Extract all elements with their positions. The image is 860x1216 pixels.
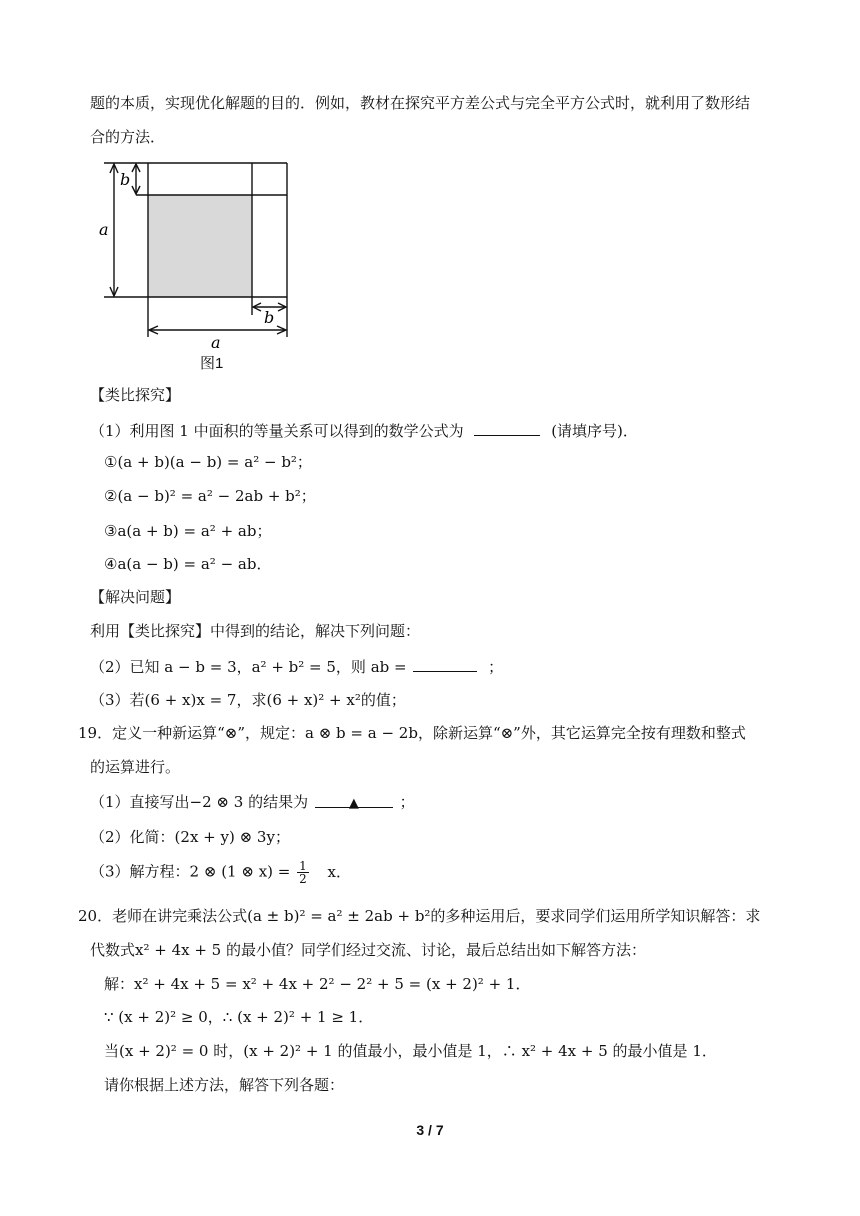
- solve-intro: 利用【类比探究】中得到的结论，解决下列问题：: [90, 622, 421, 640]
- figure-1: [90, 155, 300, 370]
- shaded-square: [148, 195, 252, 297]
- question-2-prefix: （2）已知 a − b = 3，a² + b² = 5，则 ab =: [90, 658, 407, 676]
- page-number: 3 / 7: [416, 1122, 444, 1138]
- question-1: [90, 419, 638, 442]
- option-3: ③a(a + b) = a² + ab；: [104, 522, 272, 540]
- intro-line-1: 题的本质，实现优化解题的目的．例如，教材在探究平方差公式与完全平方公式时，就利用了数形结: [90, 94, 751, 112]
- option-2: ②(a − b)² = a² − 2ab + b²；: [104, 487, 316, 505]
- answer-blank-1[interactable]: [474, 419, 540, 436]
- figure-1-diagram: [90, 155, 300, 355]
- label-a-bottom: a: [211, 333, 221, 352]
- question-3: （3）若(6 + x)x = 7，求(6 + x)² + x²的值；: [90, 691, 406, 709]
- fraction-one-half: [297, 860, 309, 885]
- intro-line-2: 合的方法．: [90, 128, 166, 146]
- solution-line-4: 请你根据上述方法，解答下列各题：: [104, 1076, 345, 1094]
- fraction-denominator: 2: [299, 872, 307, 886]
- triangle-mark: ▲: [348, 796, 359, 811]
- question-1-suffix: (请填序号)．: [551, 422, 638, 440]
- question-1-prefix: （1）利用图 1 中面积的等量关系可以得到的数学公式为: [90, 422, 464, 440]
- figure-caption: 图1: [200, 355, 224, 372]
- problem-19-q3-suffix: x．: [327, 862, 352, 881]
- option-4: ④a(a − b) = a² − ab．: [104, 555, 272, 573]
- label-b-left: b: [120, 170, 131, 189]
- problem-19-q1: [90, 791, 415, 813]
- problem-20-line-1: 20．老师在讲完乘法公式(a ± b)² = a² ± 2ab + b²的多种运用后，要求同学们运用所学知识解答：求: [78, 907, 761, 925]
- answer-blank-2[interactable]: [413, 655, 477, 672]
- solution-line-2: ∵ (x + 2)² ≥ 0，∴ (x + 2)² + 1 ≥ 1．: [104, 1008, 374, 1026]
- solution-line-1: 解：x² + 4x + 5 = x² + 4x + 2² − 2² + 5 = (x + 2)² + 1．: [104, 975, 531, 993]
- question-2-suffix: ；: [488, 658, 504, 676]
- problem-19-q3-prefix: （3）解方程：2 ⊗ (1 ⊗ x) =: [90, 862, 291, 881]
- problem-19-q1-suffix: ；: [399, 793, 415, 811]
- problem-19-q2: （2）化简：(2x + y) ⊗ 3y；: [90, 828, 290, 846]
- label-b-right: b: [264, 308, 275, 327]
- problem-19-line-1: 19．定义一种新运算“⊗”，规定：a ⊗ b = a − 2b，除新运算“⊗”外，其它运算完全按有理数和整式: [78, 724, 746, 742]
- option-1: ①(a + b)(a − b) = a² − b²；: [104, 453, 312, 471]
- problem-19-q3: [90, 860, 351, 885]
- problem-19-q1-prefix: （1）直接写出−2 ⊗ 3 的结果为: [90, 793, 309, 811]
- solution-line-3: 当(x + 2)² = 0 时，(x + 2)² + 1 的值最小，最小值是 1，∴ x² + 4x + 5 的最小值是 1．: [104, 1042, 717, 1060]
- fraction-numerator: 1: [299, 859, 307, 873]
- section-analogy: 【类比探究】: [90, 386, 181, 404]
- answer-blank-19-1[interactable]: [315, 791, 393, 811]
- question-2: [90, 655, 503, 678]
- problem-19-line-2: 的运算进行。: [90, 758, 181, 776]
- problem-20-line-2: 代数式x² + 4x + 5 的最小值？同学们经过交流、讨论，最后总结出如下解答方法：: [90, 941, 646, 959]
- label-a-left: a: [99, 220, 109, 239]
- section-solve: 【解决问题】: [90, 588, 181, 606]
